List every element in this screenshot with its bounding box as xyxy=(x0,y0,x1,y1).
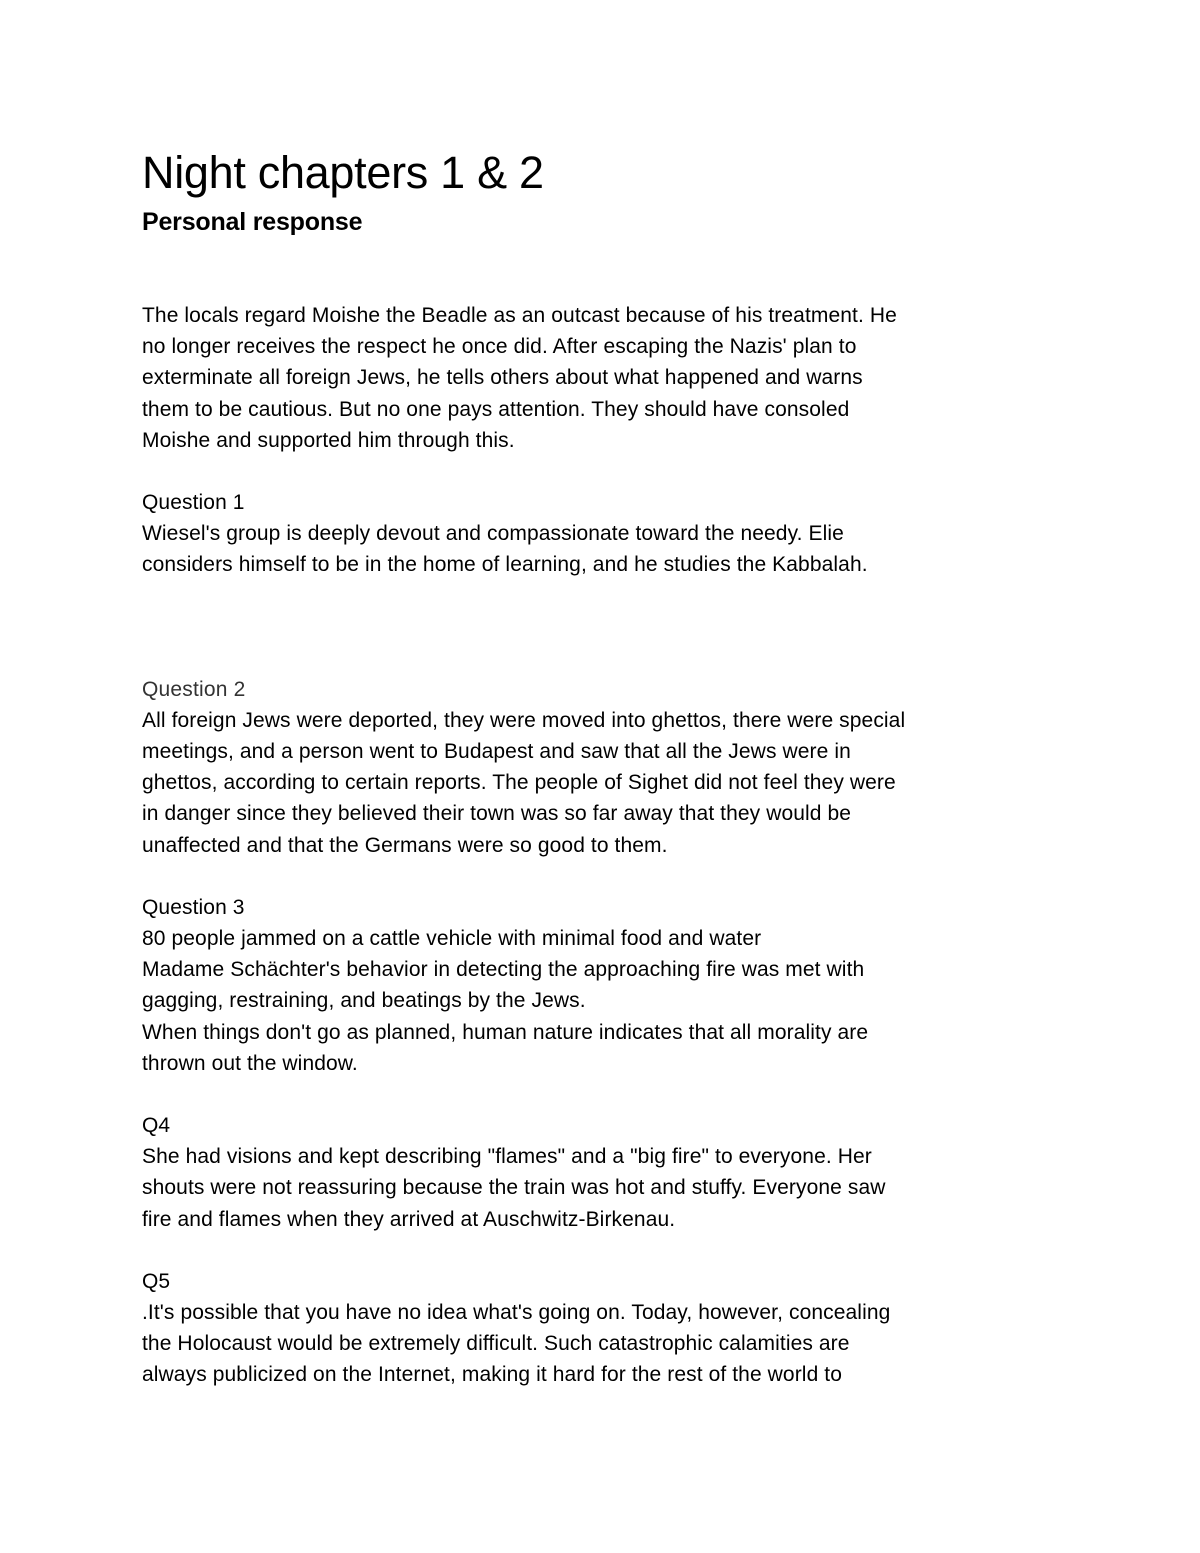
question-1-answer xyxy=(142,518,1062,580)
text-line: fire and flames when they arrived at Auschwitz-Birkenau. xyxy=(142,1207,676,1231)
text-line: in danger since they believed their town was so far away that they would be xyxy=(142,802,852,826)
question-2-label: Question 2 xyxy=(142,677,246,701)
text-line: them to be cautious. But no one pays attention. They should have consoled xyxy=(142,397,850,421)
text-line: meetings, and a person went to Budapest and saw that all the Jews were in xyxy=(142,740,851,764)
text-line: unaffected and that the Germans were so good to them. xyxy=(142,833,668,857)
text-line: When things don't go as planned, human nature indicates that all morality are xyxy=(142,1020,869,1044)
text-line: no longer receives the respect he once did. After escaping the Nazis' plan to xyxy=(142,335,857,359)
question-1-label: Question 1 xyxy=(142,491,245,515)
document-page xyxy=(142,140,1062,1391)
question-2-answer xyxy=(142,705,1062,861)
text-line: shouts were not reassuring because the train was hot and stuffy. Everyone saw xyxy=(142,1176,886,1200)
document-title: Night chapters 1 & 2 xyxy=(142,147,544,198)
text-line: the Holocaust would be extremely difficult. Such catastrophic calamities are xyxy=(142,1332,850,1356)
text-line: Madame Schächter's behavior in detecting the approaching fire was met with xyxy=(142,958,865,982)
text-line: considers himself to be in the home of learning, and he studies the Kabbalah. xyxy=(142,553,868,577)
question-5-label: Q5 xyxy=(142,1269,171,1293)
question-4-answer xyxy=(142,1141,1062,1235)
text-line: All foreign Jews were deported, they were moved into ghettos, there were special xyxy=(142,708,906,732)
text-line: .It's possible that you have no idea what's going on. Today, however, concealing xyxy=(142,1301,891,1325)
text-line: 80 people jammed on a cattle vehicle with minimal food and water xyxy=(142,927,762,951)
document-subtitle: Personal response xyxy=(142,208,363,236)
question-5-answer xyxy=(142,1297,1062,1391)
text-line: ghettos, according to certain reports. The people of Sighet did not feel they were xyxy=(142,771,896,795)
text-line: The locals regard Moishe the Beadle as an outcast because of his treatment. He xyxy=(142,304,897,327)
text-line: She had visions and kept describing "flames" and a "big fire" to everyone. Her xyxy=(142,1145,872,1169)
text-line: exterminate all foreign Jews, he tells others about what happened and warns xyxy=(142,366,863,390)
question-3-answer xyxy=(142,923,1062,1079)
intro-paragraph xyxy=(142,300,1062,456)
question-4-label: Q4 xyxy=(142,1114,171,1138)
text-line: always publicized on the Internet, making it hard for the rest of the world to xyxy=(142,1363,842,1387)
text-line: Moishe and supported him through this. xyxy=(142,428,515,452)
text-line: Wiesel's group is deeply devout and compassionate toward the needy. Elie xyxy=(142,522,844,546)
text-line: gagging, restraining, and beatings by the Jews. xyxy=(142,989,586,1013)
text-line: thrown out the window. xyxy=(142,1051,358,1075)
question-3-label: Question 3 xyxy=(142,895,245,919)
